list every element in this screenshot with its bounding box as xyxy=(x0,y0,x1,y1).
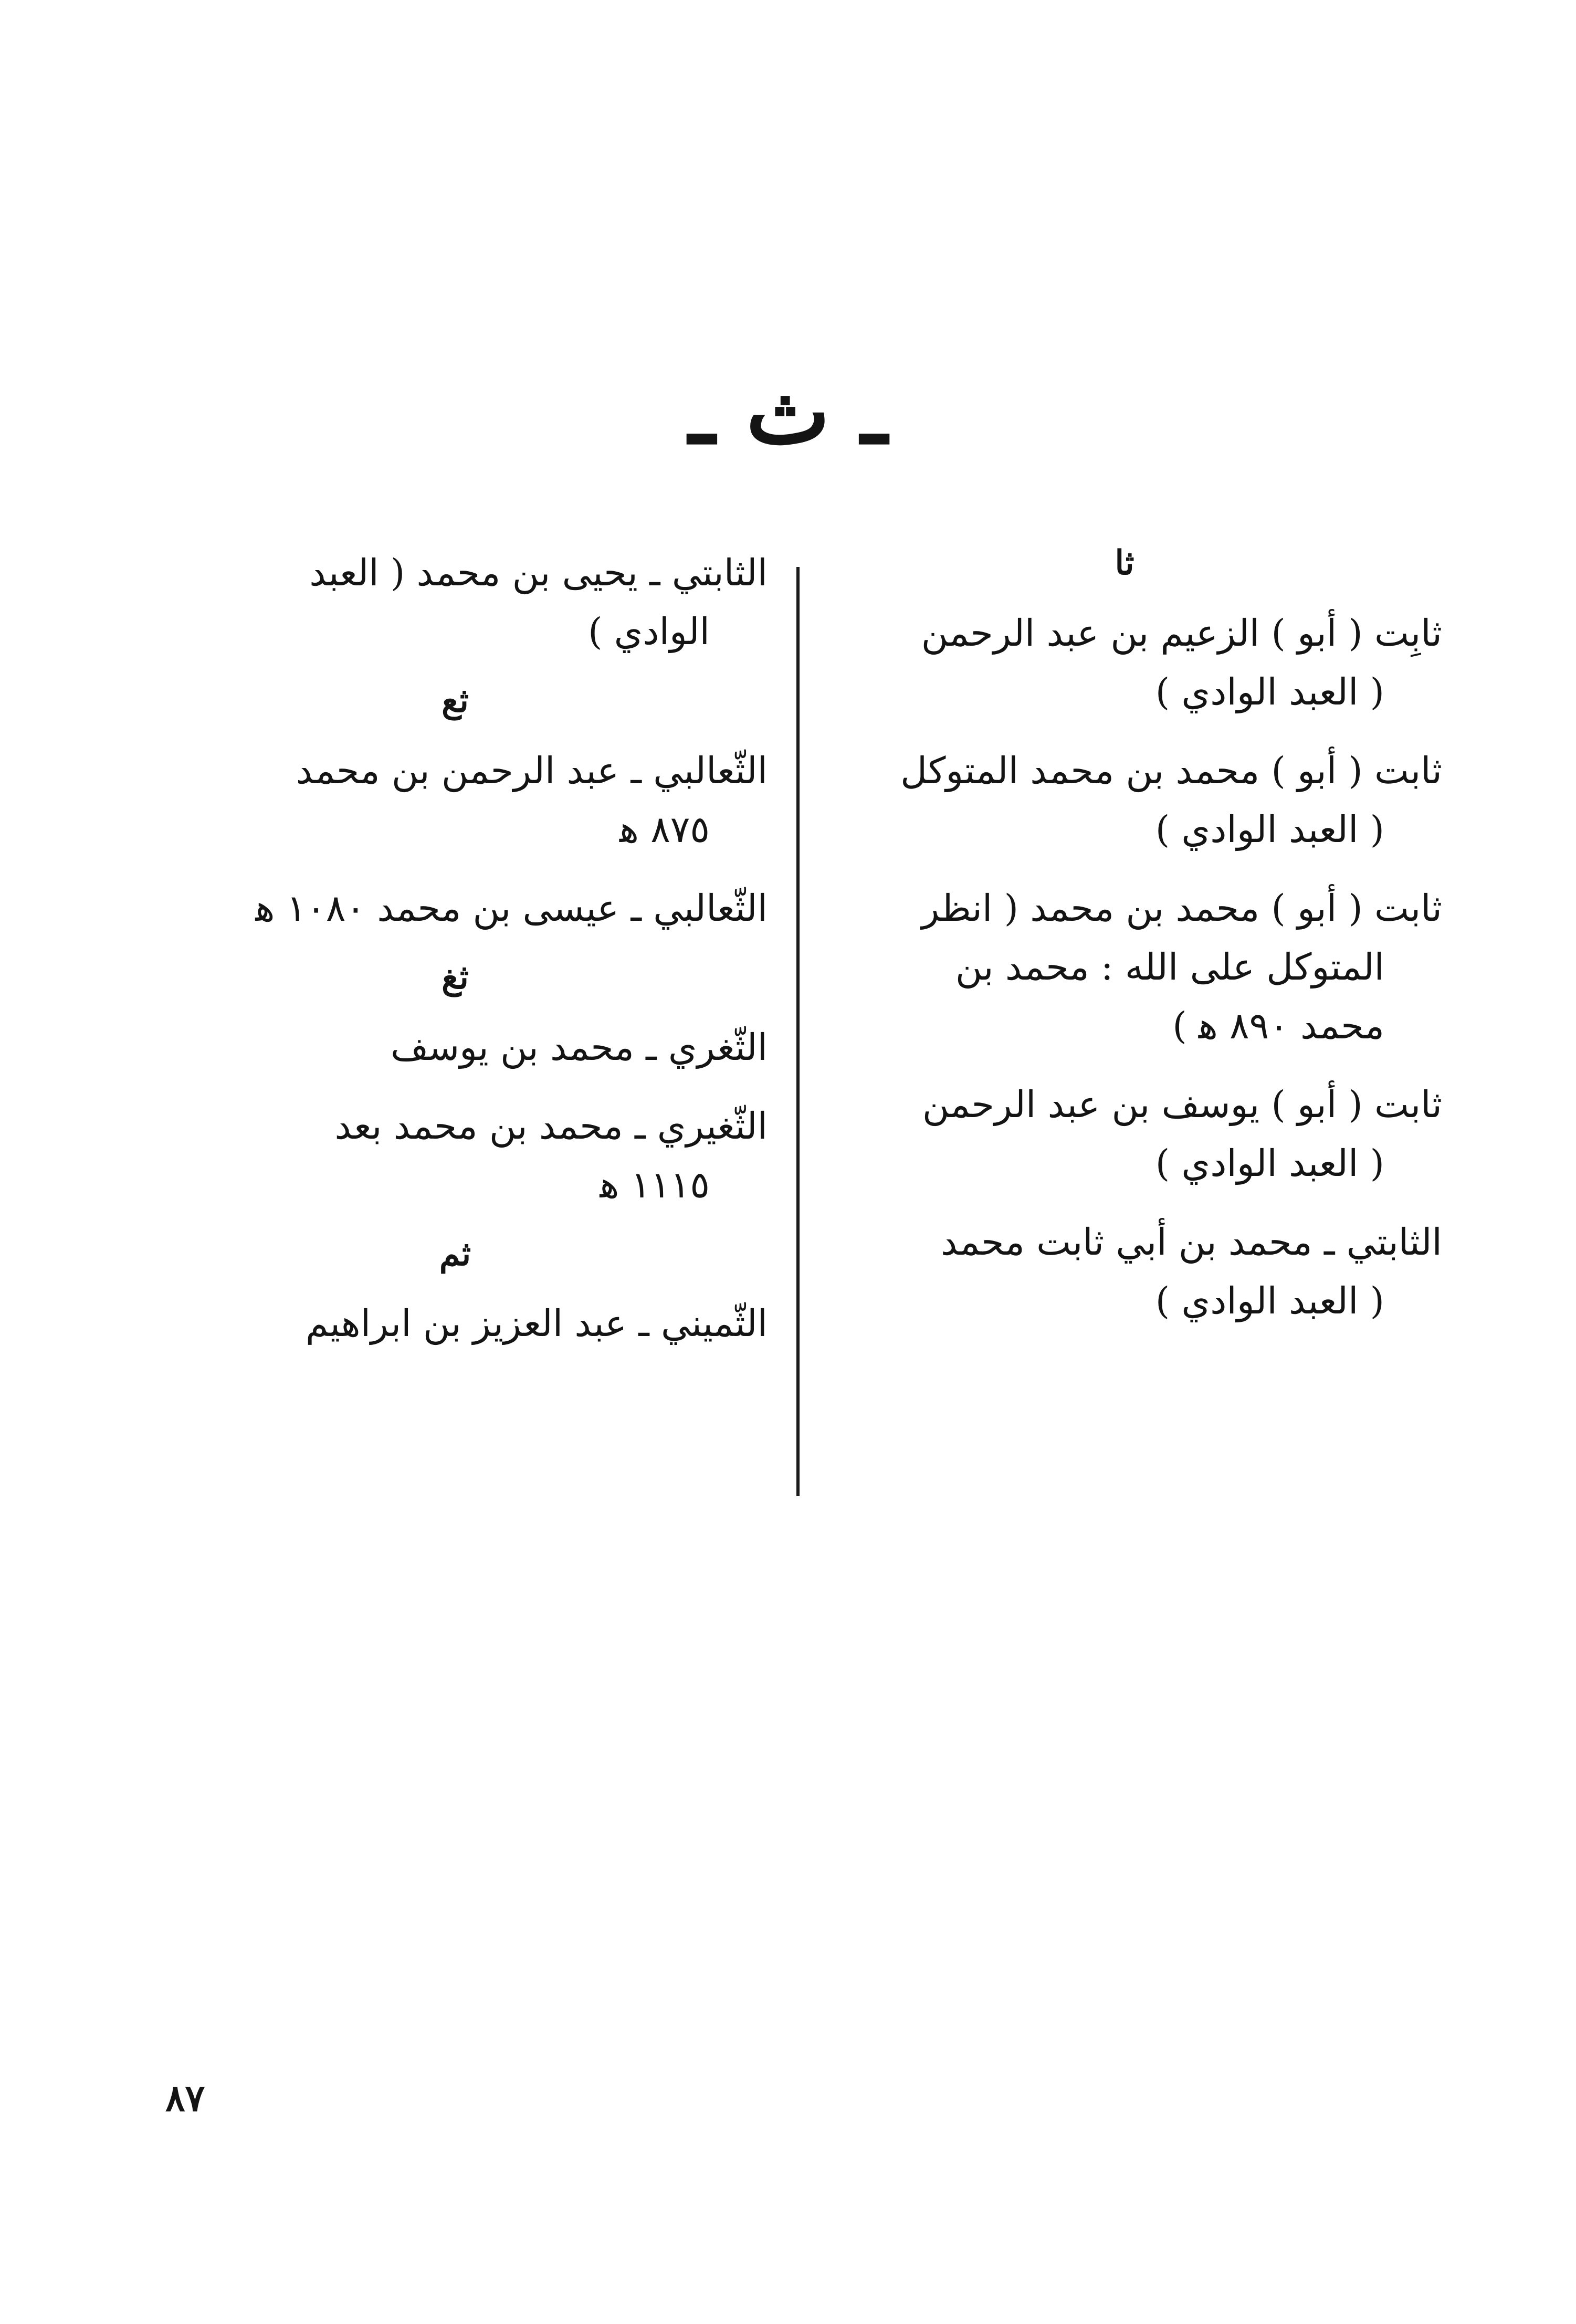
entry-line: المتوكل على الله : محمد بن xyxy=(955,945,1384,989)
entry-line: ( العبد الوادي ) xyxy=(1155,1141,1384,1185)
right-column xyxy=(807,543,1442,1350)
entry-line: الثّعالبي ـ عيسى بن محمد ١٠٨٠ ﻫ xyxy=(255,886,768,930)
index-entry xyxy=(807,879,1442,1055)
index-entry xyxy=(143,1294,768,1353)
entry-line: ثابِت ( أبو ) الزعيم بن عبد الرحمن xyxy=(921,611,1442,655)
entry-line: ٨٧٥ ﻫ xyxy=(619,807,710,851)
index-entry xyxy=(807,741,1442,859)
entry-line: الثّعالبي ـ عبد الرحمن بن محمد xyxy=(296,749,768,792)
entry-line: ( العبد الوادي ) xyxy=(1155,670,1384,713)
group-heading-tha-alif: ثا xyxy=(1115,543,1134,583)
index-entry xyxy=(143,879,768,938)
entry-line: الوادي ) xyxy=(588,610,710,653)
column-divider xyxy=(796,567,800,1496)
entry-line: ثابت ( أبو ) محمد بن محمد ( انظر xyxy=(921,886,1442,930)
entry-line: ثابت ( أبو ) يوسف بن عبد الرحمن xyxy=(922,1082,1442,1126)
entry-line: ( العبد الوادي ) xyxy=(1155,1279,1384,1322)
entry-line: ثابت ( أبو ) محمد بن محمد المتوكل xyxy=(900,749,1442,792)
entry-line: الثابتي ـ محمد بن أبي ثابت محمد xyxy=(940,1220,1442,1264)
group-heading-tha-ghain: ثغ xyxy=(442,957,469,997)
entry-line: الثّغيري ـ محمد بن محمد بعد xyxy=(334,1104,768,1148)
letter-heading: ـ ث ـ xyxy=(688,360,888,465)
index-entry xyxy=(807,604,1442,721)
index-entry xyxy=(143,741,768,859)
entry-line: محمد ٨٩٠ ﻫ ) xyxy=(1172,1004,1384,1047)
page-number: ٨٧ xyxy=(165,2076,205,2120)
entry-line: ١١١٥ ﻫ xyxy=(600,1163,710,1206)
group-heading-tha-mim: ثم xyxy=(439,1234,471,1274)
left-column xyxy=(143,543,768,1373)
entry-line: الثّميني ـ عبد العزيز بن ابراهيم xyxy=(305,1302,768,1345)
entry-line: الثابتي ـ يحيى بن محمد ( العبد xyxy=(309,551,768,594)
index-entry xyxy=(143,543,768,661)
index-entry xyxy=(143,1018,768,1077)
group-heading-tha-ain: ثع xyxy=(442,681,469,720)
index-entry xyxy=(807,1213,1442,1330)
index-entry xyxy=(143,1097,768,1214)
entry-line: الثّغري ـ محمد بن يوسف xyxy=(390,1025,768,1069)
index-entry xyxy=(807,1075,1442,1193)
entry-line: ( العبد الوادي ) xyxy=(1155,807,1384,851)
